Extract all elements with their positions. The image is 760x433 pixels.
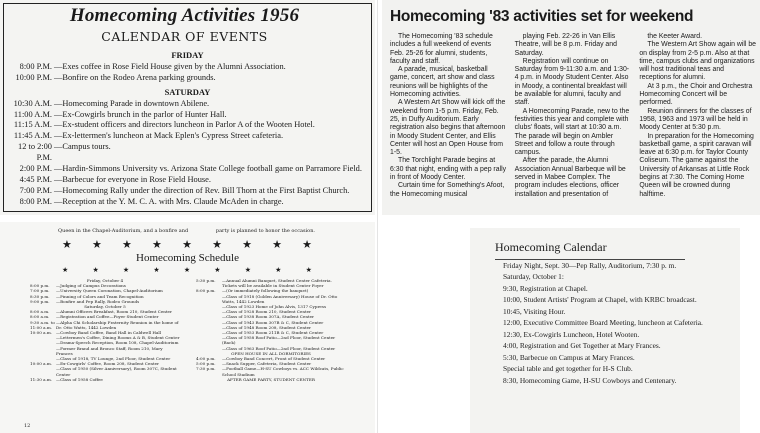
event-text: —Homecoming Parade in downtown Abilene.	[54, 98, 210, 108]
schedule-time: 7:30 p.m.	[196, 366, 216, 372]
event-row	[8, 120, 367, 131]
article-paragraph: Reunion dinners for the classes of 1958, 1963 and 1973 will be held in Moody Center at 5:30 p.m.	[639, 107, 752, 132]
intro-left: Queen in the Chapel-Auditorium, and a bonfire and	[58, 228, 189, 234]
event-text: —Bonfire on the Rodeo Arena parking grounds.	[54, 72, 216, 82]
schedule-row	[196, 278, 346, 288]
schedule-text: —Class of 1950 (Silver Anniversary), Room 307C, Student Center	[56, 366, 177, 377]
schedule-text: —Registration and Coffee—Foyer Student Center	[56, 314, 159, 320]
calendar-item: 4:00, Registration and Get Together at Mary Frances.	[503, 341, 661, 351]
star-icon: ★	[242, 238, 252, 251]
star-icon: ★	[122, 238, 132, 251]
calendar-item: Saturday, October 1:	[503, 272, 564, 282]
schedule-text: —Ex-Cowgirls' Coffee, Room 208, Student Center	[56, 361, 160, 367]
schedule-text: —Cowboy Band Coffee, Band Hall in Caldwell Hall	[56, 330, 162, 336]
article-paragraph: Registration will continue on Saturday from 9-11:30 a.m. and 1:30-4 p.m. in Moody Student Center. Also in Moody, a continental breakfast will be available for alumni, faculty and staff.	[514, 57, 630, 107]
calendar-item: Friday Night, Sept. 30—Pep Rally, Auditorium, 7:30 p. m.	[503, 261, 677, 270]
schedule-row	[196, 294, 346, 304]
event-time: 11:00 A.M.	[13, 109, 52, 119]
star-icon: ★	[212, 238, 222, 251]
schedule-row	[30, 346, 180, 356]
schedule-heading: AFTER GAME PARTY, STUDENT CENTER	[227, 376, 315, 382]
schedule-text: —Class of 1953 Room 211B & C, Student Center	[222, 330, 324, 336]
event-row	[8, 164, 367, 175]
schedule-heading: Friday, October 4	[86, 278, 124, 283]
calendar-title: Homecoming Calendar	[495, 240, 607, 254]
schedule-time	[30, 346, 56, 356]
article-paragraph: A Homecoming Parade, new to the festivities this year and complete with clubs' floats, will start at 10:30 a.m. The parade will begin on Ambler Street and follow a route through campus.	[514, 107, 630, 157]
article-paragraph: After the parade, the Alumni Association Annual Barbeque will be served in Mabee Complex. The program includes elections, officer installation and presentation of	[514, 157, 626, 198]
calendar-item: 8:30, Homecoming Game, H-SU Cowboys and Centenary.	[503, 375, 677, 385]
calendar-item: Special table and get together for H-S Club.	[503, 364, 633, 374]
calendar-item: 5:30, Barbecue on Campus at Mary Frances.	[503, 352, 635, 362]
article-column-1	[390, 33, 507, 199]
star-icon: ★	[214, 266, 221, 274]
schedule-text: —Judging of Campus Decorations	[56, 283, 126, 289]
schedule-row	[196, 335, 346, 345]
clipping-schedule	[0, 222, 375, 433]
schedule-text: —Class of 1958 Roof Patio—2nd Floor, Student Center (Back)	[222, 335, 336, 346]
star-icon: ★	[244, 266, 251, 274]
star-icon: ★	[62, 266, 69, 274]
event-time: 10:30 A.M.	[13, 98, 52, 108]
intro-right: party is planned to honor the occasion.	[215, 228, 315, 234]
schedule-text: —Alpha Chi Scholarship Fraternity Reunion in the home of Dr. Otto Watts, 1442 Lowden	[56, 319, 179, 330]
event-time: 8:00 P.M.	[19, 196, 52, 206]
calendar-subtitle: CALENDAR OF EVENTS	[101, 29, 268, 44]
schedule-text: —Annual Alumni Banquet, Student Center Cafeteria. Tickets will be available in Student Center Foyer	[222, 278, 332, 289]
article-column-3	[639, 33, 756, 199]
article-paragraph: playing Feb. 22-26 in Van Ellis Theatre, will be 8 p.m. Friday and Saturday.	[514, 33, 617, 57]
clipping-calendar	[470, 228, 740, 433]
star-icon: ★	[92, 266, 99, 274]
article-paragraph: The Western Art Show again will be on display from 2-5 p.m. Also at that time, campus clubs and organizations will host traditional teas and receptions for alumni.	[639, 41, 756, 82]
clipping-1983-headline: Homecoming '83 activities set for weekend	[390, 8, 694, 25]
schedule-heading: Saturday, October 5	[84, 304, 126, 310]
schedule-text: —University Queen Coronation, Chapel-Auditorium	[56, 288, 163, 294]
article-paragraph: A parade, musical, basketball game, concert, art show and class reunions will be highlights of the Homecoming activities.	[390, 66, 495, 99]
schedule-text: —Pinning of Colors and Team Recognition	[56, 293, 144, 299]
event-row	[8, 110, 367, 121]
schedule-right-column	[196, 278, 346, 382]
calendar-item: 9:30, Registration at Chapel.	[503, 283, 588, 293]
schedule-time: 11:30 a.m.	[30, 376, 53, 382]
calendar-item: 12:00, Executive Committee Board Meeting, luncheon at Cafeteria.	[503, 318, 703, 328]
article-paragraph: the Keeter Award.	[647, 33, 702, 40]
schedule-time: 9:00 p.m.	[30, 298, 50, 304]
title-rule	[495, 259, 685, 260]
schedule-time: 5:00 p.m.	[196, 361, 216, 367]
schedule-time: 9:30 a.m. to 11:00 a.m.	[30, 319, 55, 330]
schedule-text: —Class of 1958 Coffee	[56, 376, 103, 382]
schedule-text: —Drama-Speech Reception, Room 108, Chapel-Auditorium	[56, 340, 179, 346]
calendar-items	[495, 261, 723, 387]
event-text: —Ex-Cowgirls brunch in the parlor of Hunter Hall.	[54, 109, 227, 119]
clipping-1983	[382, 0, 760, 215]
schedule-heading: OPEN HOUSE IN ALL DORMITORIES	[231, 350, 311, 356]
article-paragraph: The Homecoming '83 schedule includes a full weekend of events Feb. 25-26 for alumni, students, faculty and staff.	[390, 33, 493, 65]
article-column-2	[515, 33, 632, 199]
schedule-row	[196, 366, 346, 376]
event-time: 11:45 A.M.	[13, 131, 52, 141]
intro-line	[58, 228, 315, 234]
schedule-text: —Bonfire and Pep Rally, Rodeo Grounds	[56, 298, 140, 304]
schedule-text: —Class of 1918 (Golden Anniversary) House of Dr. Otto Watts, 1442 Lowden	[222, 293, 338, 304]
star-icon: ★	[305, 266, 312, 274]
schedule-left-column	[30, 278, 180, 382]
event-row	[8, 175, 367, 186]
star-row-bottom	[62, 266, 312, 274]
schedule-text: —Class of 1923 Home of John Alvis, 1317 Cypress	[222, 304, 327, 310]
event-text: —Reception at the Y. M. C. A. with Mrs. Claude McAden in charge.	[54, 196, 284, 206]
page-number: 12	[24, 423, 31, 429]
schedule-time: 8:00 p.m.	[30, 283, 50, 289]
schedule-title: Homecoming Schedule	[136, 252, 239, 264]
schedule-text: —Football Game—H-SU Cowboys vs. ACC Wildcats, Public School Stadium	[222, 366, 344, 377]
star-icon: ★	[302, 238, 312, 251]
center-divider	[377, 0, 378, 433]
schedule-time: 8:30 p.m.	[30, 293, 50, 299]
event-row	[8, 186, 367, 197]
event-list-1956	[8, 47, 367, 208]
schedule-text: —(Or immediately following the banquet)	[222, 288, 309, 294]
calendar-item: 12:30, Ex-Cowgirls Luncheon, Hotel Wooten.	[503, 329, 640, 339]
event-row	[8, 73, 367, 84]
event-time: 12 to 2:00 P.M.	[18, 142, 52, 163]
schedule-text: —Alumni Officers Breakfast, Room 210, Student Center	[56, 309, 172, 315]
star-icon: ★	[275, 266, 282, 274]
schedule-time: 8:00 a.m.	[30, 309, 50, 315]
event-text: —Exes coffee in Rose Field House given by the Alumni Association.	[54, 61, 286, 71]
schedule-row	[30, 377, 180, 382]
event-row	[8, 142, 367, 164]
star-icon: ★	[153, 266, 160, 274]
event-time: 7:00 P.M.	[19, 185, 52, 195]
schedule-time	[30, 366, 56, 376]
schedule-text: —Class of 1963 Roof Patio—2nd Floor, Student Center	[222, 345, 336, 351]
event-text: —Ex-lettermen's luncheon at Mack Eplen's Cypress Street cafeteria.	[54, 131, 284, 141]
calendar-item: 10:00, Student Artists' Program at Chapel, with KRBC broadcast.	[503, 295, 697, 305]
schedule-text: —Former Brand and Bronco Staff, Room 210, Mary Frances	[56, 345, 163, 356]
star-icon: ★	[272, 238, 282, 251]
article-paragraph: In preparation for the Homecoming basketball game, a spirit caravan will leave at 6:30 p.m. for Taylor County Coliseum. The game against the University of Arkansas at Little Rock begins at 7:30. The Coming Home Queen will be crowned during halftime.	[639, 132, 754, 198]
event-time: 2:00 P.M.	[19, 164, 52, 174]
star-icon: ★	[92, 238, 102, 251]
schedule-time: 4:00 p.m.	[196, 356, 216, 362]
schedule-text: —Class of 1928 Room 210, Student Center	[222, 309, 312, 315]
schedule-time	[196, 335, 222, 345]
schedule-time: 10:00 a.m.	[30, 361, 53, 367]
schedule-time	[196, 346, 222, 351]
schedule-time: 8:00 a.m.	[30, 314, 50, 320]
star-icon: ★	[152, 238, 162, 251]
star-icon: ★	[62, 238, 72, 251]
calendar-item: 10:45, Visiting Hour.	[503, 306, 566, 316]
event-row	[8, 62, 367, 73]
event-text: —Barbecue for everyone in Rose Field House.	[54, 174, 211, 184]
schedule-time: 8:00 p.m.	[196, 288, 216, 294]
star-icon: ★	[183, 266, 191, 274]
star-icon: ★	[122, 266, 130, 274]
article-paragraph: At 3 p.m., the Choir and Orchestra Homecoming Concert will be performed.	[639, 82, 753, 107]
schedule-time: 5:30 p.m.	[196, 278, 216, 283]
schedule-time	[196, 294, 222, 304]
schedule-time: 7:00 p.m.	[30, 288, 50, 294]
event-text: —Hardin-Simmons University vs. Arizona State College football game on Parramore Field.	[54, 164, 362, 174]
clipping-1956-title: Homecoming Activities 1956	[69, 5, 300, 26]
event-text: —Campus tours.	[54, 142, 111, 152]
event-time: 10:00 P.M.	[15, 72, 52, 82]
day-heading: FRIDAY	[171, 50, 204, 60]
schedule-text: —Snack Supper, Cafeteria, Student Center	[222, 361, 312, 367]
star-row-top	[62, 238, 312, 251]
clipping-1956	[0, 0, 375, 215]
event-time: 4:45 P.M.	[19, 174, 52, 184]
event-time: 8:00 P.M.	[19, 61, 52, 71]
schedule-row	[30, 320, 180, 330]
event-row	[8, 131, 367, 142]
event-text: —Ex-student officers and directors luncheon in Parlor A of the Wooten Hotel.	[54, 120, 315, 130]
event-row	[8, 99, 367, 110]
article-paragraph: A Western Art Show will kick off the weekend from 1-5 p.m. Friday, Feb. 25, in Duffy Auditorium. Early registration also begins that afternoon in Moody Student Center, and Ellis Center will host an Open House from 1-5.	[390, 99, 506, 157]
event-text: —Homecoming Rally under the direction of Rev. Bill Thorn at the First Baptist Church.	[54, 185, 350, 195]
article-paragraph: The Torchlight Parade begins at 6:30 that night, ending with a pep rally in front of Moody Center.	[390, 157, 507, 182]
article-columns	[390, 33, 756, 199]
star-icon: ★	[182, 238, 192, 251]
schedule-text: —Cowboy Band Concert, Front of Student Center	[222, 356, 326, 362]
article-paragraph: Curtain time for Something's Afoot, the Homecoming musical	[390, 182, 505, 198]
schedule-text: —Lettermen's Coffee, Dining Rooms A & B, Student Center	[56, 335, 180, 341]
schedule-text: —Class of 1938 Room 307A, Student Center	[222, 314, 314, 320]
event-time: 11:15 A.M.	[13, 120, 52, 130]
day-heading: SATURDAY	[164, 86, 211, 97]
schedule-row	[30, 366, 180, 376]
schedule-text: —Class of 1948 Room 208, Student Center	[222, 324, 312, 330]
schedule-time: 10:00 a.m.	[30, 330, 53, 336]
schedule-text: —Class of 1918, TV Lounge, 2nd Floor, Student Center	[56, 356, 171, 362]
event-row	[8, 197, 367, 208]
schedule-text: —Class of 1943 Room 307B & C, Student Center	[222, 319, 324, 325]
